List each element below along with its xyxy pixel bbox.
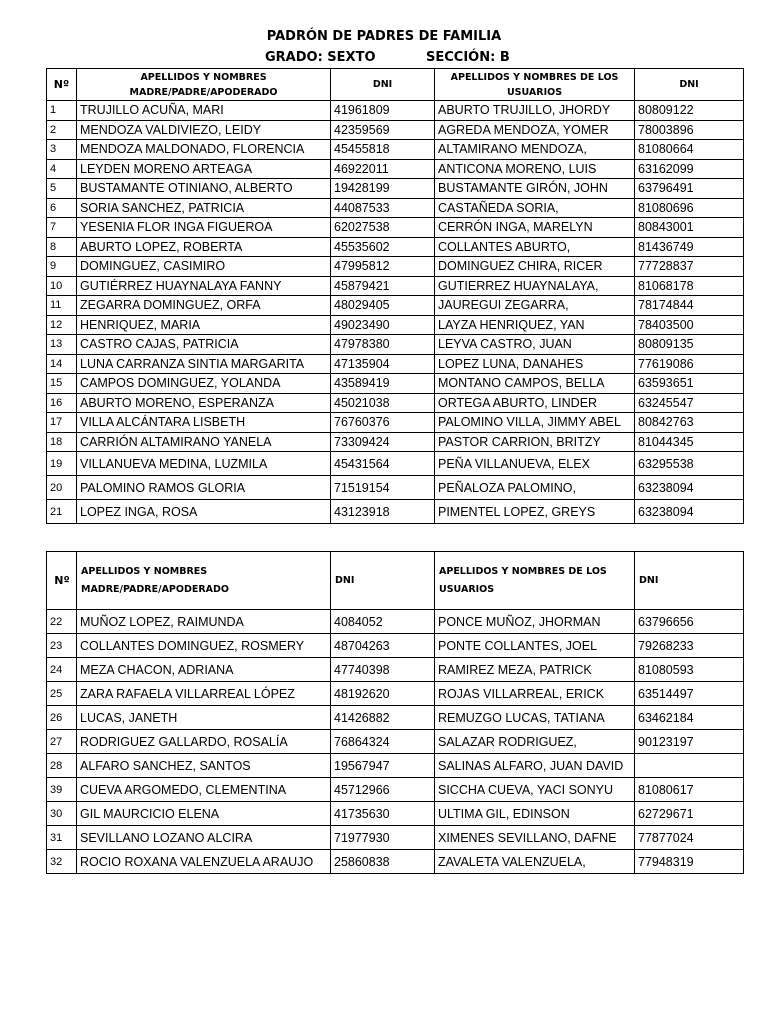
table-row xyxy=(47,826,744,850)
student-dni: 63238094 xyxy=(635,500,744,524)
parent-name: MENDOZA MALDONADO, FLORENCIA xyxy=(77,140,331,160)
student-name: COLLANTES ABURTO, xyxy=(435,237,635,257)
student-dni xyxy=(635,754,744,778)
parent-name: ABURTO MORENO, ESPERANZA xyxy=(77,393,331,413)
student-dni: 80842763 xyxy=(635,413,744,433)
student-dni: 81080617 xyxy=(635,778,744,802)
row-number: 7 xyxy=(47,218,77,238)
table-row xyxy=(47,257,744,277)
row-number: 25 xyxy=(47,682,77,706)
row-number: 26 xyxy=(47,706,77,730)
student-dni: 81080593 xyxy=(635,658,744,682)
student-dni: 63462184 xyxy=(635,706,744,730)
parent-name: RODRIGUEZ GALLARDO, ROSALÍA xyxy=(77,730,331,754)
student-name: BUSTAMANTE GIRÓN, JOHN xyxy=(435,179,635,199)
parent-dni: 47995812 xyxy=(331,257,435,277)
student-name: CASTAÑEDA SORIA, xyxy=(435,198,635,218)
header-parent-name: APELLIDOS Y NOMBRES MADRE/PADRE/APODERADO xyxy=(77,552,331,610)
student-dni: 63796656 xyxy=(635,610,744,634)
parent-name: LEYDEN MORENO ARTEAGA xyxy=(77,159,331,179)
parent-dni: 71519154 xyxy=(331,476,435,500)
parent-name: VILLANUEVA MEDINA, LUZMILA xyxy=(77,452,331,476)
header-student-dni: DNI xyxy=(635,69,744,101)
row-number: 30 xyxy=(47,802,77,826)
roster-table-1 xyxy=(46,68,744,524)
parent-dni: 47740398 xyxy=(331,658,435,682)
student-name: JAUREGUI ZEGARRA, xyxy=(435,296,635,316)
student-name: ALTAMIRANO MENDOZA, xyxy=(435,140,635,160)
header-number: Nº xyxy=(47,69,77,101)
parent-name: ROCIO ROXANA VALENZUELA ARAUJO xyxy=(77,850,331,874)
table-row xyxy=(47,850,744,874)
student-dni: 63593651 xyxy=(635,374,744,394)
parent-dni: 45879421 xyxy=(331,276,435,296)
row-number: 2 xyxy=(47,120,77,140)
parent-name: LUCAS, JANETH xyxy=(77,706,331,730)
header-parent-name: APELLIDOS Y NOMBRES MADRE/PADRE/APODERADO xyxy=(77,69,331,101)
parent-name: LOPEZ INGA, ROSA xyxy=(77,500,331,524)
table-row xyxy=(47,374,744,394)
parent-name: VILLA ALCÁNTARA LISBETH xyxy=(77,413,331,433)
table-row xyxy=(47,276,744,296)
student-name: LAYZA HENRIQUEZ, YAN xyxy=(435,315,635,335)
parent-name: GIL MAURCICIO ELENA xyxy=(77,802,331,826)
student-name: DOMINGUEZ CHIRA, RICER xyxy=(435,257,635,277)
header-number: Nº xyxy=(47,552,77,610)
parent-dni: 19567947 xyxy=(331,754,435,778)
row-number: 11 xyxy=(47,296,77,316)
table-row xyxy=(47,315,744,335)
row-number: 16 xyxy=(47,393,77,413)
table-row xyxy=(47,159,744,179)
student-dni: 63162099 xyxy=(635,159,744,179)
row-number: 15 xyxy=(47,374,77,394)
table-row xyxy=(47,658,744,682)
table-row xyxy=(47,452,744,476)
table-row xyxy=(47,237,744,257)
student-dni: 81080664 xyxy=(635,140,744,160)
row-number: 22 xyxy=(47,610,77,634)
student-name: GUTIERREZ HUAYNALAYA, xyxy=(435,276,635,296)
parent-name: BUSTAMANTE OTINIANO, ALBERTO xyxy=(77,179,331,199)
table-row xyxy=(47,296,744,316)
row-number: 13 xyxy=(47,335,77,355)
parent-dni: 73309424 xyxy=(331,432,435,452)
student-dni: 81080696 xyxy=(635,198,744,218)
row-number: 3 xyxy=(47,140,77,160)
parent-name: TRUJILLO ACUÑA, MARI xyxy=(77,101,331,121)
table-row xyxy=(47,120,744,140)
table-row xyxy=(47,218,744,238)
table-row xyxy=(47,101,744,121)
parent-name: GUTIÉRREZ HUAYNALAYA FANNY xyxy=(77,276,331,296)
parent-name: SEVILLANO LOZANO ALCIRA xyxy=(77,826,331,850)
student-name: PALOMINO VILLA, JIMMY ABEL xyxy=(435,413,635,433)
parent-name: CUEVA ARGOMEDO, CLEMENTINA xyxy=(77,778,331,802)
parent-name: ALFARO SANCHEZ, SANTOS xyxy=(77,754,331,778)
parent-name: HENRIQUEZ, MARIA xyxy=(77,315,331,335)
parent-name: MEZA CHACON, ADRIANA xyxy=(77,658,331,682)
student-dni: 77619086 xyxy=(635,354,744,374)
student-dni: 77877024 xyxy=(635,826,744,850)
parent-dni: 47135904 xyxy=(331,354,435,374)
table-row xyxy=(47,500,744,524)
row-number: 9 xyxy=(47,257,77,277)
row-number: 24 xyxy=(47,658,77,682)
table-row xyxy=(47,335,744,355)
student-dni: 81068178 xyxy=(635,276,744,296)
student-name: ULTIMA GIL, EDINSON xyxy=(435,802,635,826)
parent-dni: 45712966 xyxy=(331,778,435,802)
student-name: ROJAS VILLARREAL, ERICK xyxy=(435,682,635,706)
parent-dni: 76760376 xyxy=(331,413,435,433)
student-name: CERRÓN INGA, MARELYN xyxy=(435,218,635,238)
header-parent-dni: DNI xyxy=(331,69,435,101)
parent-dni: 42359569 xyxy=(331,120,435,140)
row-number: 1 xyxy=(47,101,77,121)
row-number: 8 xyxy=(47,237,77,257)
parent-name: ZARA RAFAELA VILLARREAL LÓPEZ xyxy=(77,682,331,706)
roster-table-2 xyxy=(46,551,744,874)
table-row xyxy=(47,610,744,634)
student-name: ANTICONA MORENO, LUIS xyxy=(435,159,635,179)
student-name: SICCHA CUEVA, YACI SONYU xyxy=(435,778,635,802)
parent-dni: 45535602 xyxy=(331,237,435,257)
student-name: SALINAS ALFARO, JUAN DAVID xyxy=(435,754,635,778)
student-dni: 78174844 xyxy=(635,296,744,316)
row-number: 27 xyxy=(47,730,77,754)
student-dni: 77948319 xyxy=(635,850,744,874)
student-name: XIMENES SEVILLANO, DAFNE xyxy=(435,826,635,850)
row-number: 6 xyxy=(47,198,77,218)
student-name: MONTANO CAMPOS, BELLA xyxy=(435,374,635,394)
row-number: 12 xyxy=(47,315,77,335)
table-row xyxy=(47,682,744,706)
table-row xyxy=(47,179,744,199)
row-number: 18 xyxy=(47,432,77,452)
student-name: REMUZGO LUCAS, TATIANA xyxy=(435,706,635,730)
parent-name: PALOMINO RAMOS GLORIA xyxy=(77,476,331,500)
parent-dni: 76864324 xyxy=(331,730,435,754)
table-row xyxy=(47,198,744,218)
student-dni: 78003896 xyxy=(635,120,744,140)
table-row xyxy=(47,476,744,500)
parent-name: CAMPOS DOMINGUEZ, YOLANDA xyxy=(77,374,331,394)
table-row xyxy=(47,634,744,658)
parent-dni: 41735630 xyxy=(331,802,435,826)
parent-dni: 25860838 xyxy=(331,850,435,874)
grade-label: GRADO: SEXTO xyxy=(265,50,376,65)
student-dni: 90123197 xyxy=(635,730,744,754)
table-row xyxy=(47,730,744,754)
student-dni: 79268233 xyxy=(635,634,744,658)
student-dni: 78403500 xyxy=(635,315,744,335)
parent-dni: 43589419 xyxy=(331,374,435,394)
parent-name: LUNA CARRANZA SINTIA MARGARITA xyxy=(77,354,331,374)
header-parent-dni: DNI xyxy=(331,552,435,610)
parent-dni: 41961809 xyxy=(331,101,435,121)
student-dni: 63796491 xyxy=(635,179,744,199)
student-dni: 63245547 xyxy=(635,393,744,413)
parent-name: MENDOZA VALDIVIEZO, LEIDY xyxy=(77,120,331,140)
row-number: 28 xyxy=(47,754,77,778)
parent-dni: 19428199 xyxy=(331,179,435,199)
header-student-name: APELLIDOS Y NOMBRES DE LOS USUARIOS xyxy=(435,552,635,610)
row-number: 19 xyxy=(47,452,77,476)
header-student-dni: DNI xyxy=(635,552,744,610)
table-row xyxy=(47,778,744,802)
student-name: ABURTO TRUJILLO, JHORDY xyxy=(435,101,635,121)
table-row xyxy=(47,432,744,452)
parent-dni: 49023490 xyxy=(331,315,435,335)
student-name: PONCE MUÑOZ, JHORMAN xyxy=(435,610,635,634)
student-name: PEÑALOZA PALOMINO, xyxy=(435,476,635,500)
parent-dni: 4084052 xyxy=(331,610,435,634)
student-dni: 63514497 xyxy=(635,682,744,706)
student-name: AGREDA MENDOZA, YOMER xyxy=(435,120,635,140)
parent-name: SORIA SANCHEZ, PATRICIA xyxy=(77,198,331,218)
parent-name: CARRIÓN ALTAMIRANO YANELA xyxy=(77,432,331,452)
student-dni: 63238094 xyxy=(635,476,744,500)
student-name: ORTEGA ABURTO, LINDER xyxy=(435,393,635,413)
parent-dni: 45431564 xyxy=(331,452,435,476)
parent-dni: 46922011 xyxy=(331,159,435,179)
parent-dni: 45021038 xyxy=(331,393,435,413)
student-dni: 81044345 xyxy=(635,432,744,452)
table-row xyxy=(47,413,744,433)
student-name: SALAZAR RODRIGUEZ, xyxy=(435,730,635,754)
parent-name: YESENIA FLOR INGA FIGUEROA xyxy=(77,218,331,238)
table-row xyxy=(47,393,744,413)
row-number: 4 xyxy=(47,159,77,179)
parent-dni: 41426882 xyxy=(331,706,435,730)
student-name: LEYVA CASTRO, JUAN xyxy=(435,335,635,355)
parent-dni: 48029405 xyxy=(331,296,435,316)
parent-name: COLLANTES DOMINGUEZ, ROSMERY xyxy=(77,634,331,658)
table-row xyxy=(47,354,744,374)
student-name: ZAVALETA VALENZUELA, xyxy=(435,850,635,874)
row-number: 21 xyxy=(47,500,77,524)
parent-dni: 43123918 xyxy=(331,500,435,524)
student-name: PEÑA VILLANUEVA, ELEX xyxy=(435,452,635,476)
document-title: PADRÓN DE PADRES DE FAMILIA xyxy=(266,29,502,44)
header-student-name: APELLIDOS Y NOMBRES DE LOS USUARIOS xyxy=(435,69,635,101)
table-row xyxy=(47,754,744,778)
row-number: 20 xyxy=(47,476,77,500)
parent-dni: 45455818 xyxy=(331,140,435,160)
parent-dni: 47978380 xyxy=(331,335,435,355)
student-name: PIMENTEL LOPEZ, GREYS xyxy=(435,500,635,524)
row-number: 31 xyxy=(47,826,77,850)
row-number: 5 xyxy=(47,179,77,199)
student-dni: 80809135 xyxy=(635,335,744,355)
parent-dni: 48704263 xyxy=(331,634,435,658)
row-number: 14 xyxy=(47,354,77,374)
student-name: PASTOR CARRION, BRITZY xyxy=(435,432,635,452)
parent-dni: 44087533 xyxy=(331,198,435,218)
parent-dni: 71977930 xyxy=(331,826,435,850)
parent-name: ZEGARRA DOMINGUEZ, ORFA xyxy=(77,296,331,316)
student-dni: 62729671 xyxy=(635,802,744,826)
student-dni: 77728837 xyxy=(635,257,744,277)
student-dni: 80809122 xyxy=(635,101,744,121)
student-dni: 63295538 xyxy=(635,452,744,476)
parent-name: MUÑOZ LOPEZ, RAIMUNDA xyxy=(77,610,331,634)
row-number: 17 xyxy=(47,413,77,433)
parent-name: ABURTO LOPEZ, ROBERTA xyxy=(77,237,331,257)
student-name: LOPEZ LUNA, DANAHES xyxy=(435,354,635,374)
parent-name: DOMINGUEZ, CASIMIRO xyxy=(77,257,331,277)
student-name: PONTE COLLANTES, JOEL xyxy=(435,634,635,658)
parent-name: CASTRO CAJAS, PATRICIA xyxy=(77,335,331,355)
parent-dni: 48192620 xyxy=(331,682,435,706)
section-label: SECCIÓN: B xyxy=(426,50,510,65)
student-dni: 80843001 xyxy=(635,218,744,238)
row-number: 32 xyxy=(47,850,77,874)
student-name: RAMIREZ MEZA, PATRICK xyxy=(435,658,635,682)
row-number: 10 xyxy=(47,276,77,296)
table-row xyxy=(47,706,744,730)
row-number: 39 xyxy=(47,778,77,802)
table-row xyxy=(47,802,744,826)
parent-dni: 62027538 xyxy=(331,218,435,238)
student-dni: 81436749 xyxy=(635,237,744,257)
row-number: 23 xyxy=(47,634,77,658)
table-row xyxy=(47,140,744,160)
